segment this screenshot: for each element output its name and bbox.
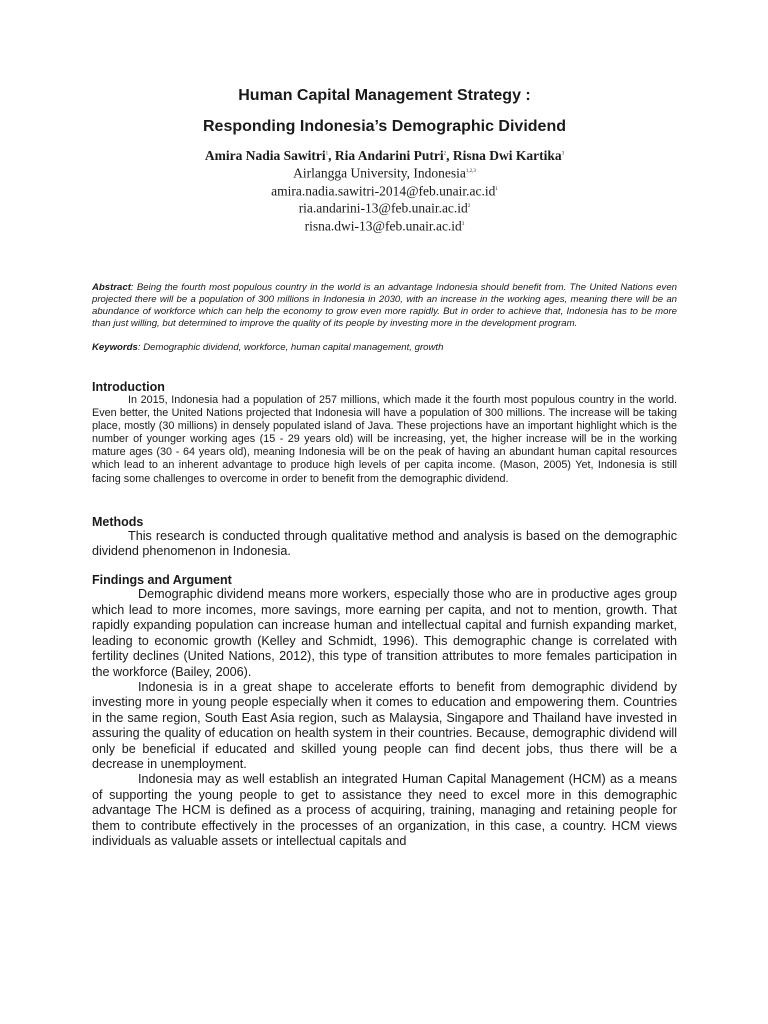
author-email: amira.nadia.sawitri-2014@feb.unair.ac.id xyxy=(271,183,496,198)
findings-paragraph: Indonesia is in a great shape to accelerate efforts to benefit from demographic dividend by investing more in young people especially when it comes to education and empowering them. Countries in the same region, South East Asia region, such as Malaysia, Singapore and Thailand have invested in assuring the quality of education on health system in their countries. Because, demographic dividend will only be beneficial if educated and skilled young people can find decent jobs, thus there will be a decrease in unemployment. xyxy=(92,679,677,771)
email-superscript: 3 xyxy=(461,221,465,227)
abstract-text: : Being the fourth most populous country in the world is an advantage Indonesia should benefit from. The United Nations even projected there will be a population of 300 millions in Indonesia in 2030, with an increase in the working ages, meaning there will be an abundance of workforce which can help the economy to grow even more rapidly. But in order to achieve that, Indonesia has to be more than just willing, but determined to improve the quality of its people by investing more in the development program. xyxy=(92,282,677,329)
author-superscript: 3 xyxy=(561,151,565,157)
abstract xyxy=(92,282,677,330)
author-superscript: 2 xyxy=(443,151,447,157)
findings-paragraph: Demographic dividend means more workers, especially those who are in productive ages group which lead to more incomes, more savings, more earning per capita, and not to mention, growth. That rapidly expanding population can increase human and intellectual capital and furnish expanding market, leading to economic growth (Kelley and Schmidt, 1996). This demographic change is correlated with fertility declines (United Nations, 2012), this type of transition attributes to more females participation in the workforce (Bailey, 2006). xyxy=(92,587,677,679)
paper-title-line2: Responding Indonesia’s Demographic Dividend xyxy=(202,118,566,135)
findings-heading: Findings and Argument xyxy=(92,573,232,588)
author-email-line xyxy=(92,217,677,235)
paper-title-line1: Human Capital Management Strategy : xyxy=(238,87,531,104)
affiliation-text: Airlangga University, Indonesia xyxy=(293,165,466,181)
abstract-label: Abstract xyxy=(92,282,131,293)
introduction-heading: Introduction xyxy=(92,380,165,394)
introduction-paragraph: In 2015, Indonesia had a population of 257 millions, which made it the fourth most populous country in the world. Even better, the United Nations projected that Indonesia will have a population of 300 millions. The increase will be taking place, mostly (30 millions) in densely populated island of Java. These projections have an important highlight which is the number of younger working ages (15 - 29 years old) will be increasing, yet, the higher increase will be in the working mature ages (30 - 64 years old), meaning Indonesia will be on the peak of having an abundant human capital resources which lead to an inherent advantage to produce high levels of per capita income. (Mason, 2005) Yet, Indonesia is still facing some challenges to overcome in order to benefit from the demographic dividend. xyxy=(92,394,677,485)
author-superscript: 1 xyxy=(325,151,329,157)
keywords-text: : Demographic dividend, workforce, human capital management, growth xyxy=(137,342,444,353)
methods-paragraph: This research is conducted through qualitative method and analysis is based on the demographic dividend phenomenon in Indonesia. xyxy=(92,528,677,559)
email-superscript: 2 xyxy=(467,204,471,209)
author-email: risna.dwi-13@feb.unair.ac.id xyxy=(304,218,462,233)
author-list: Amira Nadia Sawitri$^1$, Ria Andarini Putri$^2$, Risna Dwi Kartika$^3$ xyxy=(204,148,565,163)
email-superscript: 1 xyxy=(495,186,498,192)
author-email-line xyxy=(92,199,677,217)
findings-paragraph: Indonesia may as well establish an integrated Human Capital Management (HCM) as a means of supporting the young people to get to assistance they need to excel more in this demographic advantage The HCM is defined as a process of acquiring, training, managing and retaining people for them to contribute effectively in the processes of an organization, in this case, a country. HCM views individuals as valuable assets or intellectual capitals and xyxy=(92,772,677,848)
methods-heading: Methods xyxy=(92,514,144,529)
affiliation xyxy=(92,164,677,182)
author-name: Amira Nadia Sawitri xyxy=(204,148,326,163)
author-name: Risna Dwi Kartika xyxy=(452,148,562,163)
author-email-line xyxy=(92,182,677,200)
keywords xyxy=(92,342,677,353)
author-name: Ria Andarini Putri xyxy=(334,148,444,163)
author-email: ria.andarini-13@feb.unair.ac.id xyxy=(298,200,468,216)
keywords-label: Keywords xyxy=(92,342,138,353)
paper-page xyxy=(92,84,677,849)
affiliation-superscript: 1,2,3 xyxy=(465,169,476,174)
